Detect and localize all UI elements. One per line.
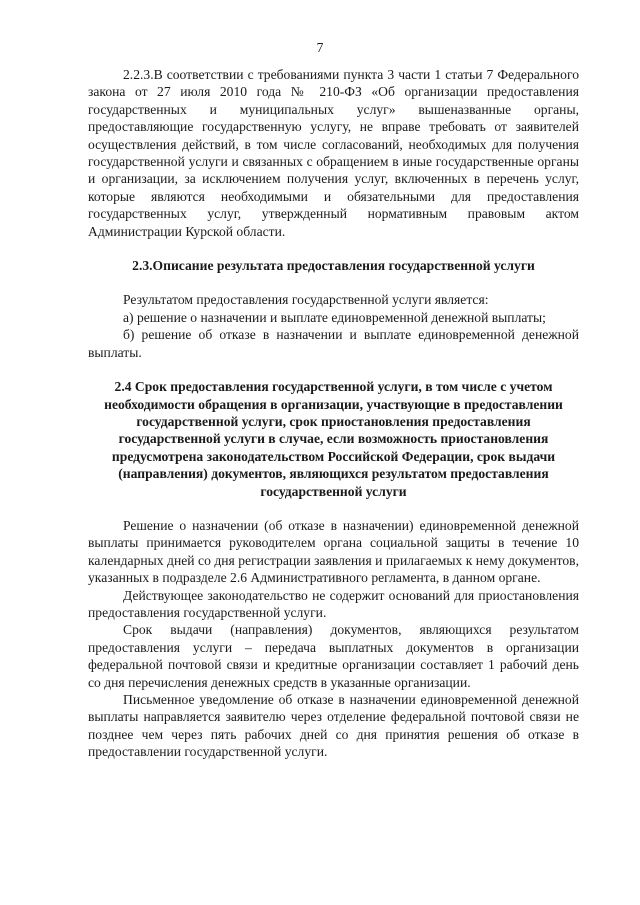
list-item-result-b: б) решение об отказе в назначении и выплате единовременной денежной выплаты.	[88, 327, 579, 360]
paragraph-term: Срок выдачи (направления) документов, являющихся результатом предоставления услуги – передача выплатных документов в организации федеральной почтовой связи и кредитные организации составляет 1 рабочий день со дня перечисления денежных средств в указанные организации.	[88, 622, 579, 690]
paragraph-2-2-3: 2.2.3.В соответствии с требованиями пункта 3 части 1 статьи 7 Федерального закона от 27 июля 2010 года № 210-ФЗ «Об организации предоставления государственных и муниципальных услуг» вышеназванные органы, предоставляющие государственную услугу, не вправе требовать от заявителей осуществления действий, в том числе согласований, необходимых для получения государственной услуги и связанных с обращением в иные государственные органы и организации, за исключением получения услуг, включенных в перечень услуг, которые являются необходимыми и обязательными для предоставления государственных услуг, утвержденный нормативным правовым актом Администрации Курской области.	[88, 67, 579, 239]
document-body	[88, 66, 579, 761]
page-number: 7	[316, 40, 324, 55]
heading-2-4: 2.4 Срок предоставления государственной услуги, в том числе с учетом необходимости обращения в организации, участвующие в предоставлении государственной услуги, срок приостановления предоставления государственной услуги в случае, если возможность приостановления предусмотрена законодательством Российской Федерации, срок выдачи (направления) документов, являющихся результатом предоставления государственной услуги	[104, 379, 563, 499]
paragraph-notice: Письменное уведомление об отказе в назначении единовременной денежной выплаты направляется заявителю через отделение федеральной почтовой связи не позднее чем через пять рабочих дней со дня принятия решения об отказе в предоставлении государственной услуги.	[88, 692, 579, 760]
paragraph-legislation: Действующее законодательство не содержит оснований для приостановления предоставления государственной услуги.	[88, 587, 579, 620]
paragraph-decision: Решение о назначении (об отказе в назначении) единовременной денежной выплаты принимается руководителем органа социальной защиты в течение 10 календарных дней со дня регистрации заявления и прилагаемых к нему документов, указанных в подразделе 2.6 Административного регламента, в данном органе.	[88, 517, 579, 586]
list-item-result-a: а) решение о назначении и выплате единовременной денежной выплаты;	[123, 309, 546, 325]
paragraph-result-intro: Результатом предоставления государственной услуги является:	[123, 292, 489, 308]
heading-2-3: 2.3.Описание результата предоставления государственной услуги	[132, 258, 535, 274]
